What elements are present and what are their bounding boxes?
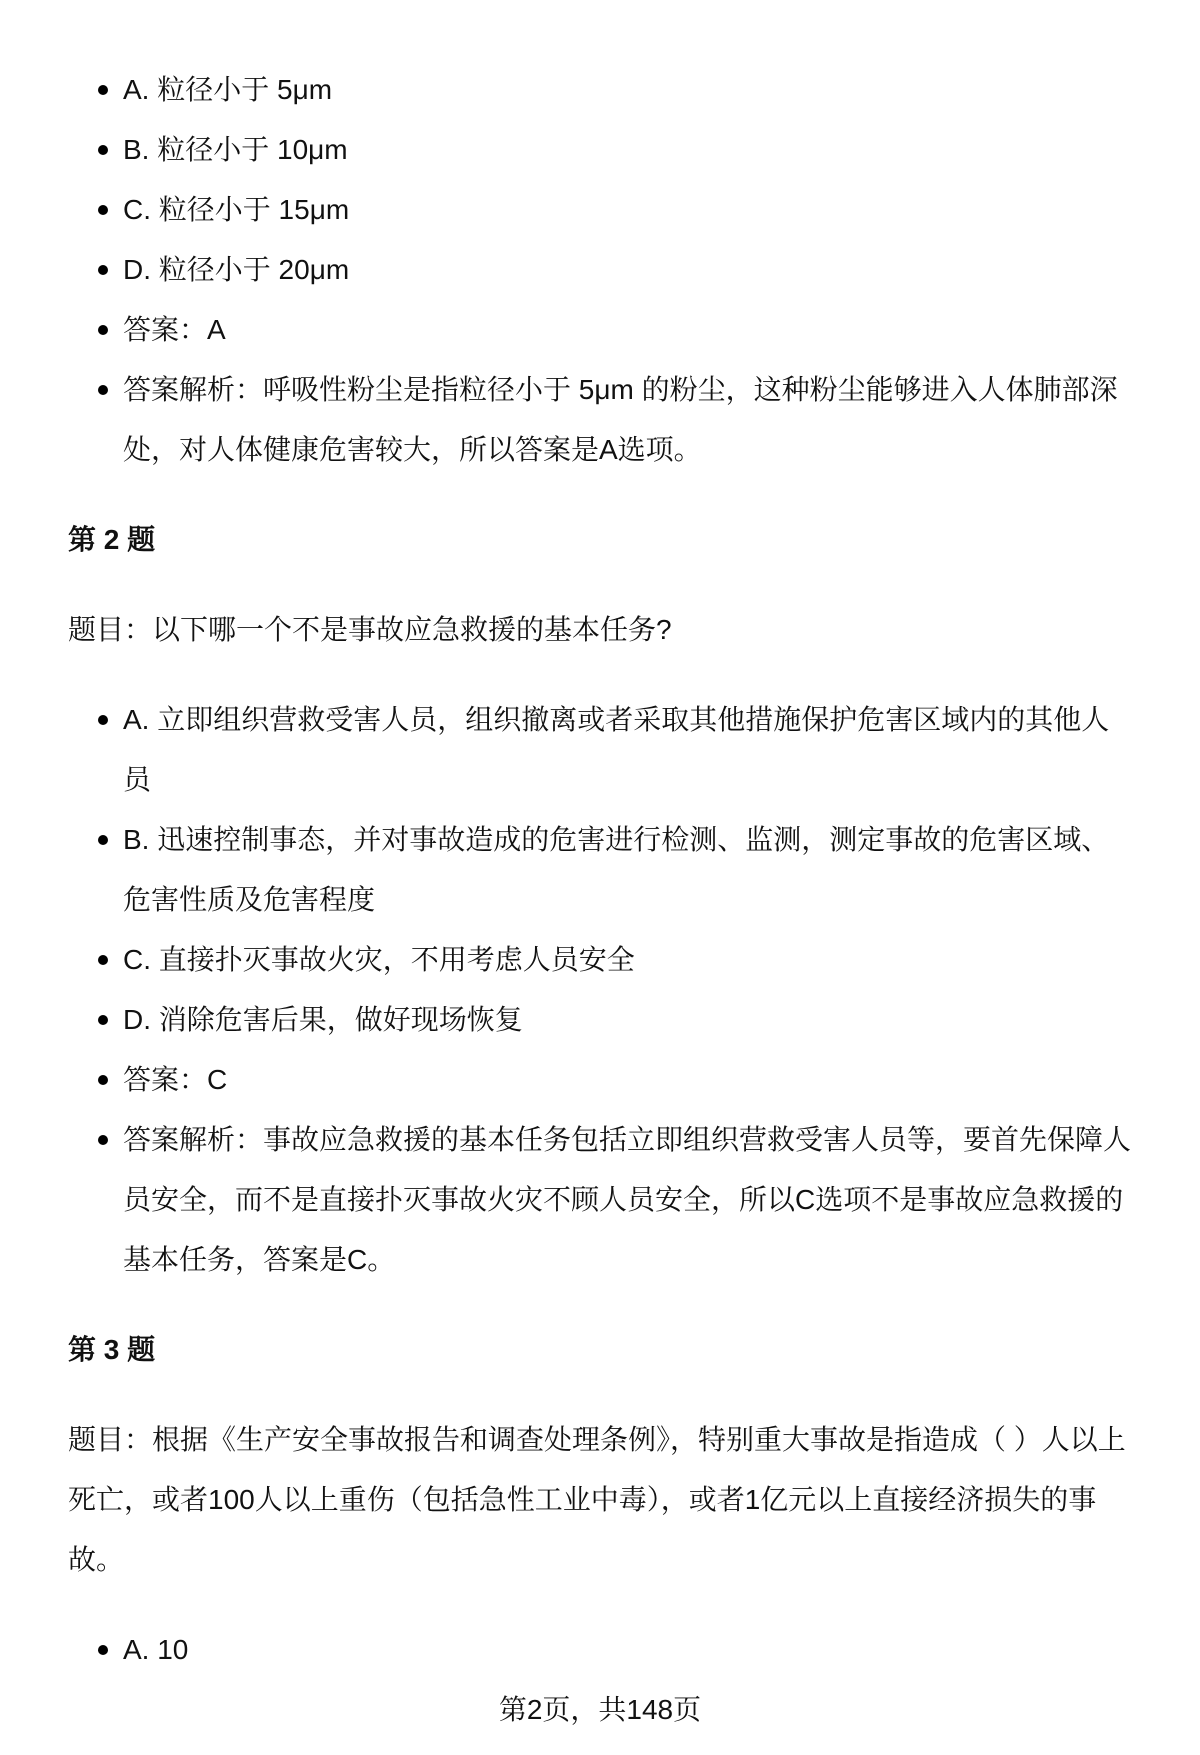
q2-option-b: B. 迅速控制事态，并对事故造成的危害进行检测、监测，测定事故的危害区域、危害性质及危害程度: [68, 810, 1135, 930]
q3-option-list: [68, 1620, 1135, 1680]
q2-option-d: D. 消除危害后果，做好现场恢复: [68, 990, 1135, 1050]
q2-heading: 第 2 题: [68, 524, 156, 555]
q2-question: 题目：以下哪一个不是事故应急救援的基本任务?: [68, 614, 672, 645]
q1-option-a: A. 粒径小于 5μm: [68, 60, 1135, 120]
q1-option-b: B. 粒径小于 10μm: [68, 120, 1135, 180]
q2-option-a: A. 立即组织营救受害人员，组织撤离或者采取其他措施保护危害区域内的其他人员: [68, 690, 1135, 810]
q1-explanation: 答案解析：呼吸性粉尘是指粒径小于 5μm 的粉尘，这种粉尘能够进入人体肺部深处，对人体健康危害较大，所以答案是A选项。: [68, 360, 1135, 480]
q2-answer: 答案：C: [68, 1050, 1135, 1110]
page-number: 第2页，共148页: [498, 1694, 702, 1725]
q3-option-a: A. 10: [68, 1620, 1135, 1680]
q1-option-d: D. 粒径小于 20μm: [68, 240, 1135, 300]
q2-explanation: 答案解析：事故应急救援的基本任务包括立即组织营救受害人员等，要首先保障人员安全，而不是直接扑灭事故火灾不顾人员安全，所以C选项不是事故应急救援的基本任务，答案是C。: [68, 1110, 1135, 1290]
q3-question: 题目：根据《生产安全事故报告和调查处理条例》，特别重大事故是指造成（ ）人以上死亡，或者100人以上重伤（包括急性工业中毒），或者1亿元以上直接经济损失的事故。: [68, 1424, 1126, 1575]
q3-heading: 第 3 题: [68, 1334, 156, 1365]
q1-answer: 答案：A: [68, 300, 1135, 360]
q1-option-c: C. 粒径小于 15μm: [68, 180, 1135, 240]
q2-option-c: C. 直接扑灭事故火灾，不用考虑人员安全: [68, 930, 1135, 990]
q2-option-list: [68, 690, 1135, 1290]
q1-option-list: [68, 60, 1135, 480]
